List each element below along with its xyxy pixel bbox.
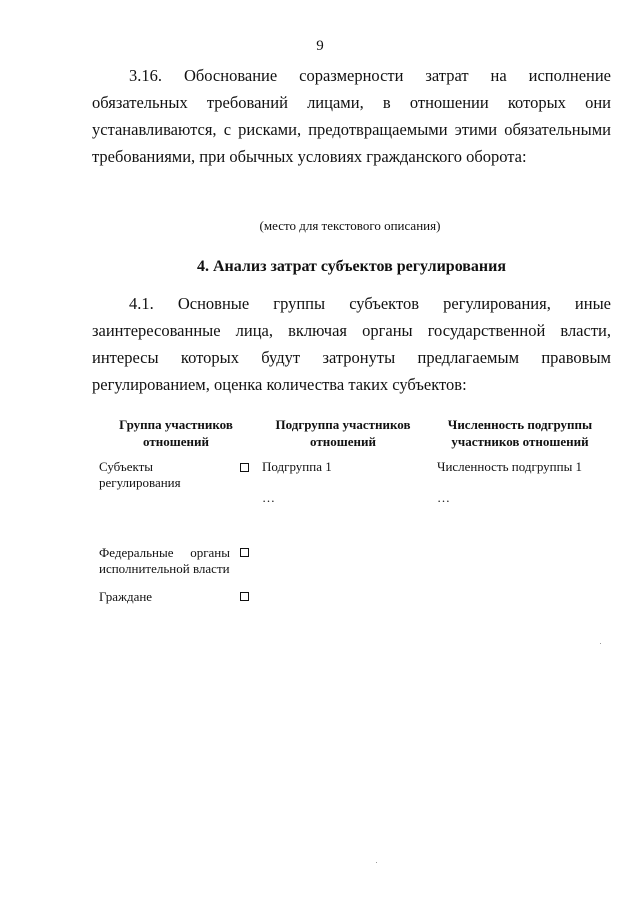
subgroup-cell: Подгруппа 1	[262, 459, 332, 474]
section-4-heading: 4. Анализ затрат субъектов регулирования	[196, 258, 507, 275]
column-header-group: Группа участников отношений	[119, 417, 233, 449]
checkbox-citizens[interactable]	[240, 592, 249, 601]
group-label-citizens: Граждане	[99, 589, 153, 604]
group-label-regulation-subjects: Субъекты регулирования	[99, 459, 181, 490]
count-ellipsis: …	[437, 490, 450, 505]
column-header-count: Численность подгруппы участников отношений	[447, 417, 593, 449]
column-header-subgroup: Подгруппа участников отношений	[275, 417, 411, 449]
text-description-placeholder: (место для текстового описания)	[259, 218, 441, 233]
checkbox-federal-executive-bodies[interactable]	[240, 548, 249, 557]
subgroup-count-cell: Численность подгруппы 1	[437, 459, 583, 474]
scan-speck	[376, 862, 377, 863]
checkbox-regulation-subjects[interactable]	[240, 463, 249, 472]
section-4-1-paragraph: 4.1. Основные группы субъектов регулирования, иные заинтересованные лица, включая органы государственной власти, интересы которых будут затронуты предлагаемым правовым регулированием, оценка количества таких субъектов:	[92, 294, 611, 394]
section-3-16-paragraph: 3.16. Обоснование соразмерности затрат на исполнение обязательных требований лицами, в отношении которых они устанавливаются, с рисками, предотвращаемыми этими обязательными требованиями, при обычных условиях гражданского оборота:	[92, 66, 611, 166]
subgroup-ellipsis: …	[262, 490, 275, 505]
group-label-federal-executive-bodies: Федеральные органы исполнительной власти	[99, 545, 230, 576]
page-number: 9	[316, 38, 324, 54]
scan-speck	[600, 643, 601, 644]
